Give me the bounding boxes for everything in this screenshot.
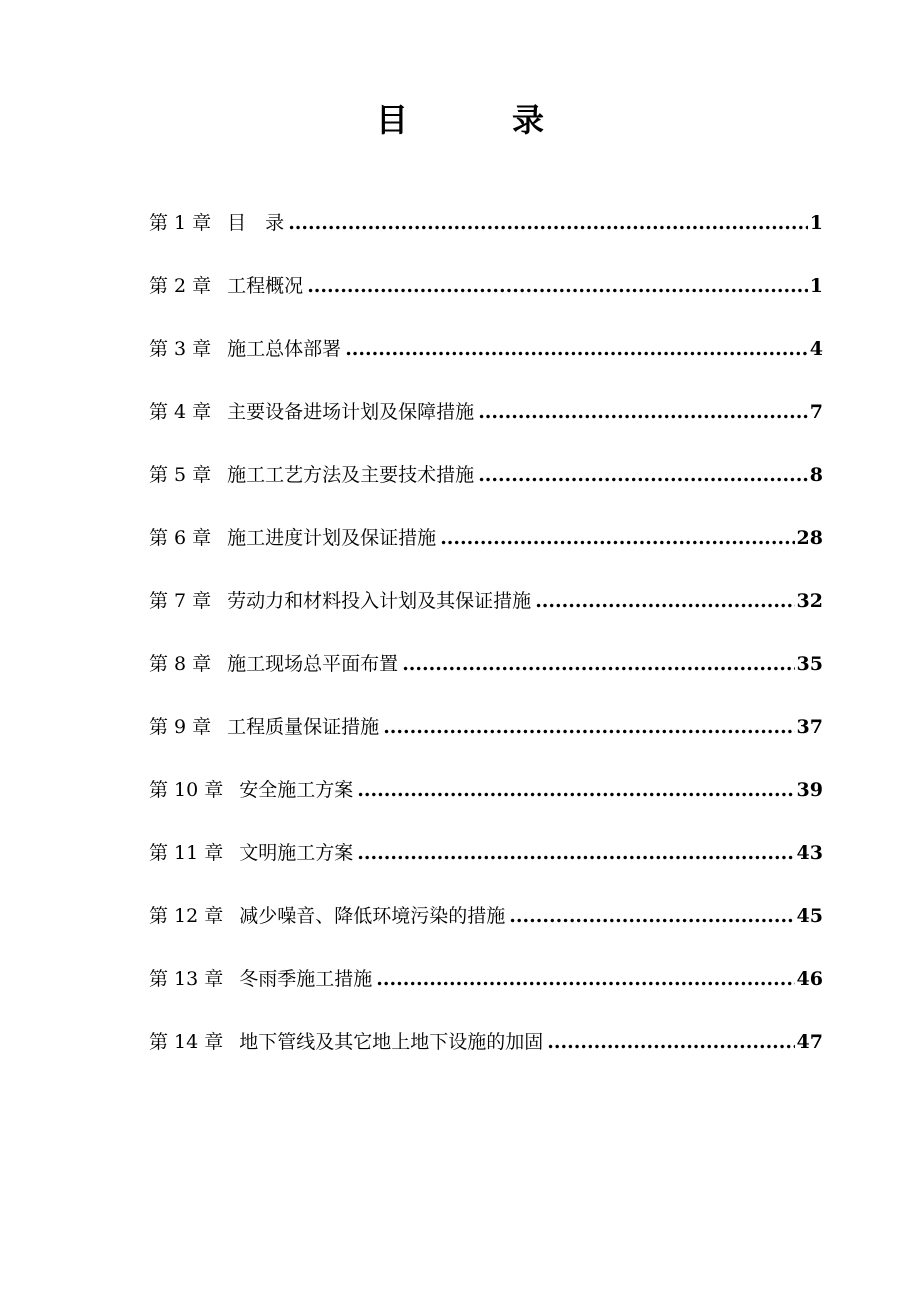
toc-entry[interactable] <box>149 328 823 391</box>
toc-chapter-number: 第 2 章 <box>149 275 212 297</box>
toc-chapter-number: 第 5 章 <box>149 464 212 486</box>
toc-entry[interactable] <box>149 517 823 580</box>
toc-entry[interactable] <box>149 769 823 832</box>
toc-dot-leader <box>402 643 794 685</box>
toc-page-number: 8 <box>809 464 823 486</box>
toc-dot-leader <box>440 517 794 559</box>
toc-entry[interactable] <box>149 706 823 769</box>
toc-page-number: 43 <box>796 842 823 864</box>
toc-entry-title: 施工进度计划及保证措施 <box>227 527 437 549</box>
toc-entry-title: 劳动力和材料投入计划及其保证措施 <box>227 590 532 612</box>
toc-entry[interactable] <box>149 832 823 895</box>
toc-entry-title: 减少噪音、降低环境污染的措施 <box>239 905 506 927</box>
toc-entry[interactable] <box>149 391 823 454</box>
toc-entry[interactable] <box>149 895 823 958</box>
toc-dot-leader <box>478 391 808 433</box>
toc-page-number: 4 <box>809 338 823 360</box>
toc-chapter-number: 第 12 章 <box>149 905 224 927</box>
toc-dot-leader <box>535 580 794 622</box>
toc-chapter-number: 第 9 章 <box>149 716 212 738</box>
toc-entry-title: 安全施工方案 <box>239 779 354 801</box>
toc-dot-leader <box>307 265 808 307</box>
toc-entry-title: 目 录 <box>227 212 285 234</box>
toc-entry-title: 冬雨季施工措施 <box>239 968 373 990</box>
toc-chapter-number: 第 4 章 <box>149 401 212 423</box>
toc-entry[interactable] <box>149 202 823 265</box>
toc-page-number: 7 <box>809 401 823 423</box>
toc-entry-title: 施工工艺方法及主要技术措施 <box>227 464 475 486</box>
toc-dot-leader <box>478 454 808 496</box>
toc-chapter-number: 第 10 章 <box>149 779 224 801</box>
toc-entry[interactable] <box>149 580 823 643</box>
toc-chapter-number: 第 11 章 <box>149 842 224 864</box>
toc-page-number: 35 <box>796 653 823 675</box>
toc-page-number: 45 <box>796 905 823 927</box>
toc-entry[interactable] <box>149 265 823 328</box>
toc-chapter-number: 第 7 章 <box>149 590 212 612</box>
toc-page-number: 32 <box>796 590 823 612</box>
toc-chapter-number: 第 6 章 <box>149 527 212 549</box>
toc-entry-title: 工程概况 <box>227 275 304 297</box>
toc-page-number: 47 <box>796 1031 823 1053</box>
toc-entry-title: 地下管线及其它地上地下设施的加固 <box>239 1031 544 1053</box>
table-of-contents <box>149 202 823 1084</box>
toc-dot-leader <box>357 832 794 874</box>
toc-dot-leader <box>547 1021 794 1063</box>
toc-dot-leader <box>288 202 808 244</box>
toc-page-number: 46 <box>796 968 823 990</box>
toc-dot-leader <box>383 706 794 748</box>
toc-page-number: 37 <box>796 716 823 738</box>
toc-page-number: 1 <box>809 212 823 234</box>
toc-entry[interactable] <box>149 454 823 517</box>
toc-chapter-number: 第 1 章 <box>149 212 212 234</box>
toc-entry[interactable] <box>149 1021 823 1084</box>
toc-entry-title: 主要设备进场计划及保障措施 <box>227 401 475 423</box>
toc-chapter-number: 第 3 章 <box>149 338 212 360</box>
toc-chapter-number: 第 14 章 <box>149 1031 224 1053</box>
toc-chapter-number: 第 8 章 <box>149 653 212 675</box>
toc-page-number: 39 <box>796 779 823 801</box>
toc-chapter-number: 第 13 章 <box>149 968 224 990</box>
toc-entry[interactable] <box>149 958 823 1021</box>
toc-dot-leader <box>345 328 808 370</box>
page-title: 目 录 <box>375 101 580 139</box>
toc-entry-title: 文明施工方案 <box>239 842 354 864</box>
toc-page-number: 1 <box>809 275 823 297</box>
toc-entry-title: 施工总体部署 <box>227 338 342 360</box>
toc-entry-title: 工程质量保证措施 <box>227 716 380 738</box>
toc-entry-title: 施工现场总平面布置 <box>227 653 399 675</box>
toc-entry[interactable] <box>149 643 823 706</box>
toc-dot-leader <box>357 769 794 811</box>
toc-dot-leader <box>509 895 794 937</box>
toc-dot-leader <box>376 958 794 1000</box>
toc-page-number: 28 <box>796 527 823 549</box>
